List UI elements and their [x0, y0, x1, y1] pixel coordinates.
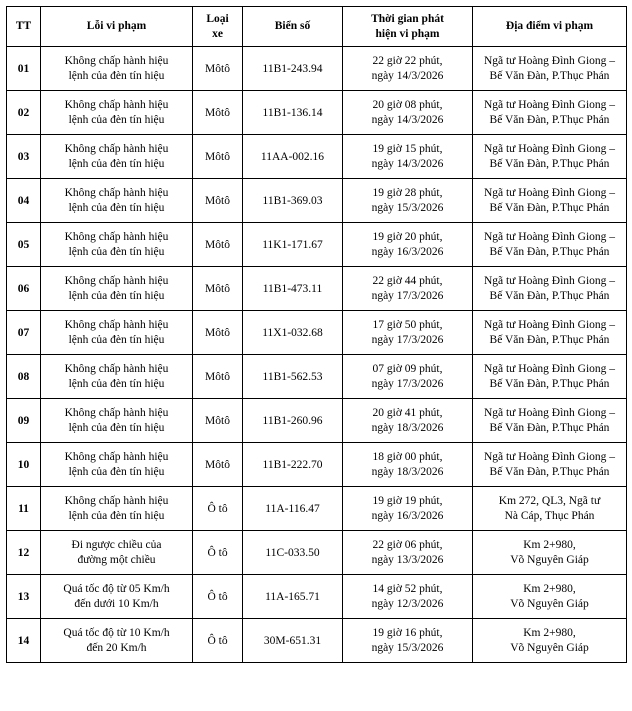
cell-violation	[41, 223, 193, 267]
cell-violation-line2: đến 20 Km/h	[86, 641, 147, 654]
cell-time-line1: 19 giờ 19 phút,	[372, 495, 443, 508]
cell-violation-line1: Quá tốc độ từ 10 Km/h	[63, 627, 170, 640]
cell-violation-line2: lệnh của đèn tín hiệu	[68, 377, 165, 390]
cell-vehicle-type: Môtô	[193, 311, 243, 355]
cell-time-line2: ngày 17/3/2026	[371, 333, 444, 346]
cell-plate: 11B1-369.03	[243, 179, 343, 223]
cell-index: 11	[7, 487, 41, 531]
cell-place	[473, 619, 627, 663]
cell-place-line1: Ngã tư Hoàng Đình Giong –	[483, 451, 616, 464]
cell-place	[473, 135, 627, 179]
cell-index: 03	[7, 135, 41, 179]
cell-time	[343, 619, 473, 663]
cell-time	[343, 487, 473, 531]
cell-violation-line2: lệnh của đèn tín hiệu	[68, 201, 165, 214]
cell-violation-line1: Không chấp hành hiệu	[64, 187, 169, 200]
column-header-tt: TT	[7, 7, 41, 47]
cell-plate: 30M-651.31	[243, 619, 343, 663]
cell-place-line1: Km 2+980,	[523, 539, 576, 552]
table-row	[7, 399, 627, 443]
cell-time	[343, 179, 473, 223]
cell-index: 12	[7, 531, 41, 575]
cell-place	[473, 531, 627, 575]
column-header-place: Địa điểm vi phạm	[473, 7, 627, 47]
cell-time-line1: 19 giờ 20 phút,	[372, 231, 443, 244]
cell-violation-line1: Không chấp hành hiệu	[64, 451, 169, 464]
cell-time	[343, 531, 473, 575]
cell-time-line2: ngày 17/3/2026	[371, 289, 444, 302]
cell-time-line2: ngày 16/3/2026	[371, 245, 444, 258]
cell-time	[343, 135, 473, 179]
cell-index: 07	[7, 311, 41, 355]
column-header-violation: Lỗi vi phạm	[41, 7, 193, 47]
cell-violation-line1: Không chấp hành hiệu	[64, 407, 169, 420]
cell-time-line2: ngày 15/3/2026	[371, 201, 444, 214]
cell-violation-line2: đến dưới 10 Km/h	[74, 597, 159, 610]
column-header-time-line1: Thời gian phát	[371, 13, 444, 25]
cell-place	[473, 443, 627, 487]
cell-vehicle-type: Ô tô	[193, 531, 243, 575]
column-header-plate: Biển số	[243, 7, 343, 47]
cell-vehicle-type: Môtô	[193, 179, 243, 223]
cell-plate: 11B1-562.53	[243, 355, 343, 399]
cell-index: 02	[7, 91, 41, 135]
cell-index: 05	[7, 223, 41, 267]
cell-index: 13	[7, 575, 41, 619]
cell-time-line2: ngày 18/3/2026	[371, 421, 444, 434]
cell-time-line1: 20 giờ 08 phút,	[372, 99, 443, 112]
cell-place-line2: Bế Văn Đàn, P.Thục Phán	[489, 245, 610, 258]
cell-place-line2: Bế Văn Đàn, P.Thục Phán	[489, 113, 610, 126]
cell-vehicle-type: Ô tô	[193, 619, 243, 663]
cell-plate: 11B1-243.94	[243, 47, 343, 91]
cell-violation-line2: lệnh của đèn tín hiệu	[68, 509, 165, 522]
cell-time-line2: ngày 12/3/2026	[371, 597, 444, 610]
cell-violation	[41, 575, 193, 619]
cell-violation-line1: Đi ngược chiều của	[71, 539, 162, 552]
cell-time-line1: 07 giờ 09 phút,	[372, 363, 443, 376]
cell-time-line1: 19 giờ 16 phút,	[372, 627, 443, 640]
cell-time-line1: 22 giờ 06 phút,	[372, 539, 443, 552]
cell-violation	[41, 135, 193, 179]
cell-place-line2: Bế Văn Đàn, P.Thục Phán	[489, 201, 610, 214]
cell-vehicle-type: Môtô	[193, 443, 243, 487]
cell-time-line2: ngày 15/3/2026	[371, 641, 444, 654]
column-header-vehicle-type-line2: xe	[212, 27, 223, 40]
cell-violation-line2: lệnh của đèn tín hiệu	[68, 421, 165, 434]
cell-violation-line1: Không chấp hành hiệu	[64, 275, 169, 288]
cell-time-line1: 18 giờ 00 phút,	[372, 451, 443, 464]
table-row	[7, 91, 627, 135]
cell-violation-line1: Không chấp hành hiệu	[64, 99, 169, 112]
cell-violation	[41, 399, 193, 443]
cell-time	[343, 399, 473, 443]
cell-violation-line1: Không chấp hành hiệu	[64, 143, 169, 156]
table-header	[7, 7, 627, 47]
cell-violation	[41, 267, 193, 311]
cell-time-line1: 19 giờ 28 phút,	[372, 187, 443, 200]
cell-time	[343, 575, 473, 619]
cell-index: 08	[7, 355, 41, 399]
cell-vehicle-type: Môtô	[193, 267, 243, 311]
cell-violation	[41, 47, 193, 91]
cell-place	[473, 91, 627, 135]
cell-place-line1: Ngã tư Hoàng Đình Giong –	[483, 363, 616, 376]
cell-time	[343, 443, 473, 487]
cell-violation-line2: lệnh của đèn tín hiệu	[68, 113, 165, 126]
cell-violation	[41, 443, 193, 487]
column-header-time-line2: hiện vi phạm	[375, 27, 440, 40]
cell-place-line2: Nà Cáp, Thục Phán	[504, 509, 595, 522]
cell-violation	[41, 91, 193, 135]
cell-time-line1: 19 giờ 15 phút,	[372, 143, 443, 156]
cell-vehicle-type: Môtô	[193, 47, 243, 91]
table-row	[7, 575, 627, 619]
cell-time-line2: ngày 14/3/2026	[371, 113, 444, 126]
table-row	[7, 179, 627, 223]
cell-plate: 11B1-222.70	[243, 443, 343, 487]
cell-violation-line1: Không chấp hành hiệu	[64, 495, 169, 508]
cell-time-line2: ngày 14/3/2026	[371, 69, 444, 82]
cell-place-line1: Km 2+980,	[523, 627, 576, 640]
cell-place-line2: Bế Văn Đàn, P.Thục Phán	[489, 465, 610, 478]
cell-plate: 11B1-260.96	[243, 399, 343, 443]
cell-time-line2: ngày 17/3/2026	[371, 377, 444, 390]
cell-plate: 11B1-473.11	[243, 267, 343, 311]
cell-time	[343, 47, 473, 91]
cell-plate: 11C-033.50	[243, 531, 343, 575]
cell-time-line1: 22 giờ 44 phút,	[372, 275, 443, 288]
cell-violation-line1: Quá tốc độ từ 05 Km/h	[63, 583, 170, 596]
cell-violation-line2: lệnh của đèn tín hiệu	[68, 289, 165, 302]
cell-time	[343, 91, 473, 135]
cell-place-line1: Ngã tư Hoàng Đình Giong –	[483, 99, 616, 112]
cell-plate: 11K1-171.67	[243, 223, 343, 267]
cell-time-line2: ngày 14/3/2026	[371, 157, 444, 170]
cell-violation-line2: lệnh của đèn tín hiệu	[68, 465, 165, 478]
cell-time-line1: 17 giờ 50 phút,	[372, 319, 443, 332]
cell-violation	[41, 487, 193, 531]
cell-violation	[41, 311, 193, 355]
cell-violation	[41, 179, 193, 223]
cell-vehicle-type: Môtô	[193, 399, 243, 443]
cell-time	[343, 223, 473, 267]
cell-place-line2: Bế Văn Đàn, P.Thục Phán	[489, 69, 610, 82]
cell-violation-line2: lệnh của đèn tín hiệu	[68, 69, 165, 82]
cell-time	[343, 311, 473, 355]
cell-violation-line2: lệnh của đèn tín hiệu	[68, 245, 165, 258]
cell-index: 04	[7, 179, 41, 223]
cell-place	[473, 267, 627, 311]
cell-time	[343, 267, 473, 311]
cell-place-line2: Võ Nguyên Giáp	[510, 641, 589, 654]
table-row	[7, 47, 627, 91]
table-row	[7, 619, 627, 663]
cell-vehicle-type: Môtô	[193, 135, 243, 179]
table-row	[7, 443, 627, 487]
cell-place-line1: Ngã tư Hoàng Đình Giong –	[483, 187, 616, 200]
cell-place-line2: Bế Văn Đàn, P.Thục Phán	[489, 377, 610, 390]
table-row	[7, 135, 627, 179]
cell-place-line1: Ngã tư Hoàng Đình Giong –	[483, 319, 616, 332]
cell-index: 01	[7, 47, 41, 91]
column-header-vehicle-type-line1: Loại	[206, 13, 229, 25]
column-header-time	[343, 7, 473, 47]
cell-place-line1: Ngã tư Hoàng Đình Giong –	[483, 55, 616, 68]
cell-violation-line1: Không chấp hành hiệu	[64, 231, 169, 244]
cell-violation-line1: Không chấp hành hiệu	[64, 319, 169, 332]
cell-violation-line1: Không chấp hành hiệu	[64, 55, 169, 68]
cell-place-line1: Km 2+980,	[523, 583, 576, 596]
cell-index: 06	[7, 267, 41, 311]
cell-time-line1: 14 giờ 52 phút,	[372, 583, 443, 596]
cell-time-line2: ngày 16/3/2026	[371, 509, 444, 522]
cell-vehicle-type: Môtô	[193, 91, 243, 135]
cell-vehicle-type: Môtô	[193, 223, 243, 267]
cell-violation-line2: đường một chiều	[77, 553, 156, 566]
cell-place	[473, 487, 627, 531]
cell-violation	[41, 355, 193, 399]
cell-place	[473, 223, 627, 267]
cell-place-line2: Bế Văn Đàn, P.Thục Phán	[489, 157, 610, 170]
cell-index: 14	[7, 619, 41, 663]
table-row	[7, 311, 627, 355]
cell-place	[473, 179, 627, 223]
cell-violation-line2: lệnh của đèn tín hiệu	[68, 157, 165, 170]
table-row	[7, 487, 627, 531]
table-row	[7, 223, 627, 267]
cell-plate: 11X1-032.68	[243, 311, 343, 355]
cell-place	[473, 47, 627, 91]
cell-plate: 11B1-136.14	[243, 91, 343, 135]
cell-time-line2: ngày 18/3/2026	[371, 465, 444, 478]
column-header-vehicle-type	[193, 7, 243, 47]
cell-place-line1: Ngã tư Hoàng Đình Giong –	[483, 407, 616, 420]
cell-violation-line1: Không chấp hành hiệu	[64, 363, 169, 376]
table-row	[7, 267, 627, 311]
cell-place-line1: Ngã tư Hoàng Đình Giong –	[483, 143, 616, 156]
cell-violation-line2: lệnh của đèn tín hiệu	[68, 333, 165, 346]
cell-vehicle-type: Môtô	[193, 355, 243, 399]
cell-place	[473, 311, 627, 355]
cell-violation	[41, 619, 193, 663]
cell-place-line2: Bế Văn Đàn, P.Thục Phán	[489, 289, 610, 302]
cell-index: 10	[7, 443, 41, 487]
cell-time-line1: 20 giờ 41 phút,	[372, 407, 443, 420]
cell-place-line2: Võ Nguyên Giáp	[510, 597, 589, 610]
cell-place	[473, 575, 627, 619]
cell-place-line1: Km 272, QL3, Ngã tư	[498, 495, 601, 508]
cell-plate: 11AA-002.16	[243, 135, 343, 179]
cell-violation	[41, 531, 193, 575]
cell-place	[473, 399, 627, 443]
cell-time-line2: ngày 13/3/2026	[371, 553, 444, 566]
cell-place-line2: Bế Văn Đàn, P.Thục Phán	[489, 333, 610, 346]
cell-time	[343, 355, 473, 399]
cell-index: 09	[7, 399, 41, 443]
cell-plate: 11A-116.47	[243, 487, 343, 531]
violations-table	[6, 6, 627, 663]
cell-place	[473, 355, 627, 399]
cell-plate: 11A-165.71	[243, 575, 343, 619]
cell-vehicle-type: Ô tô	[193, 487, 243, 531]
table-row	[7, 355, 627, 399]
table-row	[7, 531, 627, 575]
cell-place-line1: Ngã tư Hoàng Đình Giong –	[483, 275, 616, 288]
cell-time-line1: 22 giờ 22 phút,	[372, 55, 443, 68]
cell-place-line2: Võ Nguyên Giáp	[510, 553, 589, 566]
cell-place-line1: Ngã tư Hoàng Đình Giong –	[483, 231, 616, 244]
table-header-row	[7, 7, 627, 47]
cell-place-line2: Bế Văn Đàn, P.Thục Phán	[489, 421, 610, 434]
cell-vehicle-type: Ô tô	[193, 575, 243, 619]
table-body	[7, 47, 627, 663]
